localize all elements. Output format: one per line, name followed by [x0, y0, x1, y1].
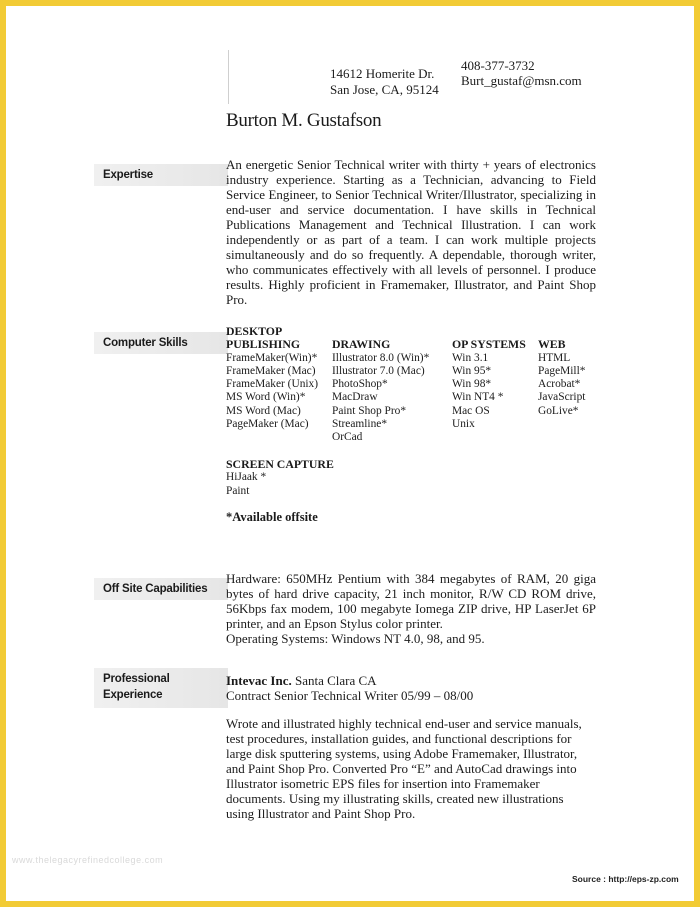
skill-item: Paint — [226, 484, 250, 497]
skill-item: GoLive* — [538, 404, 579, 417]
skill-item: PageMill* — [538, 364, 586, 377]
skill-item: Win 95* — [452, 364, 492, 377]
column-header-desktop-2: PUBLISHING — [226, 337, 301, 352]
offsite-text — [226, 571, 596, 646]
resume-page — [6, 6, 694, 901]
available-offsite-note: *Available offsite — [226, 510, 318, 524]
address-street: 14612 Homerite Dr. — [330, 66, 435, 81]
email-address: Burt_gustaf@msn.com — [461, 73, 582, 88]
person-name: Burton M. Gustafson — [226, 110, 382, 131]
skill-item: PhotoShop* — [332, 378, 388, 391]
skills-screen-capture — [226, 458, 334, 498]
skill-item: MS Word (Mac) — [226, 404, 301, 417]
experience-job — [226, 673, 596, 703]
skill-item: Streamline* — [332, 418, 388, 431]
skill-item: FrameMaker (Mac) — [226, 364, 316, 377]
column-header-os: OP SYSTEMS — [452, 337, 526, 352]
skills-column-os — [452, 338, 526, 431]
skill-item: FrameMaker(Win)* — [226, 351, 318, 364]
skills-column-web — [538, 338, 585, 418]
column-header-screen-capture: SCREEN CAPTURE — [226, 457, 334, 471]
section-label-computer-skills: Computer Skills — [94, 332, 228, 354]
section-label-expertise: Expertise — [94, 164, 228, 186]
job-title: Contract Senior Technical Writer 05/99 – 08/00 — [226, 688, 474, 703]
offsite-os: Operating Systems: Windows NT 4.0, 98, and 95. — [226, 631, 485, 646]
skill-item: Unix — [452, 418, 475, 431]
skill-item: Illustrator 7.0 (Mac) — [332, 364, 425, 377]
skill-item: MacDraw — [332, 391, 378, 404]
header-divider — [228, 50, 229, 104]
source-credit: Source : http://eps-zp.com — [572, 874, 679, 884]
skill-item: Acrobat* — [538, 378, 581, 391]
skill-item: JavaScript — [538, 391, 586, 404]
section-label-experience — [94, 668, 228, 708]
experience-description — [226, 716, 586, 821]
employer-name: Intevac Inc. — [226, 673, 292, 688]
skill-item: Paint Shop Pro* — [332, 404, 407, 417]
skill-item: OrCad — [332, 431, 363, 444]
skill-item: MS Word (Win)* — [226, 391, 306, 404]
column-header-desktop-1: DESKTOP — [226, 324, 283, 338]
skills-column-drawing — [332, 338, 429, 444]
skill-item: HiJaak * — [226, 471, 267, 484]
address-block — [330, 66, 439, 98]
offsite-hardware: Hardware: 650MHz Pentium with 384 megabytes of RAM, 20 giga bytes of hard drive capacity, 21 inch monitor, R/W CD ROM drive, 56Kbps fax modem, 100 megabyte Iomega ZIP drive, HP LaserJet 6P printer, and an Epson Stylus color printer. — [226, 571, 596, 631]
column-header-drawing: DRAWING — [332, 337, 391, 352]
contact-block — [461, 58, 582, 88]
phone-number: 408-377-3732 — [461, 58, 535, 73]
skill-item: FrameMaker (Unix) — [226, 378, 319, 391]
skill-item: Mac OS — [452, 404, 490, 417]
skill-item: HTML — [538, 351, 571, 364]
skill-item: Win 3.1 — [452, 351, 489, 364]
expertise-paragraph: An energetic Senior Technical writer with thirty + years of electronics industry experience. Starting as a Technician, advancing to Field Service Engineer, to Senior Technical Writer/Illustrator, specializing in end-user and service documentation. I have skills in Technical Publications Management and Technical Illustration. I can work independently or as part of a team. I can work multiple projects simultaneously and do so frequently. A dependable, thorough writer, who communicates effectively with all levels of personnel. I produce results. Highly proficient in Framemaker, Illustrator, and Paint Shop Pro. — [226, 157, 596, 307]
job-description: Wrote and illustrated highly technical end-user and service manuals, test procedures, installation guides, and functional descriptions for large disk sputtering systems, using Adobe Framemaker, Illustrator, and Paint Shop Pro. Converted Pro “E” and AutoCad drawings into Illustrator isometric EPS files for insertion into Framemaker documents. Using my illustrating skills, created new illustrations using Illustrator and Paint Shop Pro. — [226, 716, 582, 821]
skill-item: PageMaker (Mac) — [226, 418, 309, 431]
column-header-web: WEB — [538, 337, 566, 352]
skill-item: Win NT4 * — [452, 391, 504, 404]
expertise-text — [226, 157, 596, 307]
skills-column-desktop — [226, 325, 318, 431]
experience-label-line2: Experience — [103, 689, 163, 701]
skill-item: Win 98* — [452, 378, 492, 391]
skill-item: Illustrator 8.0 (Win)* — [332, 351, 430, 364]
address-city: San Jose, CA, 95124 — [330, 82, 439, 97]
experience-label-line1: Professional — [103, 673, 170, 685]
employer-location: Santa Clara CA — [294, 673, 377, 688]
watermark-text: www.thelegacyrefinedcollege.com — [12, 855, 164, 865]
section-label-offsite: Off Site Capabilities — [94, 578, 228, 600]
